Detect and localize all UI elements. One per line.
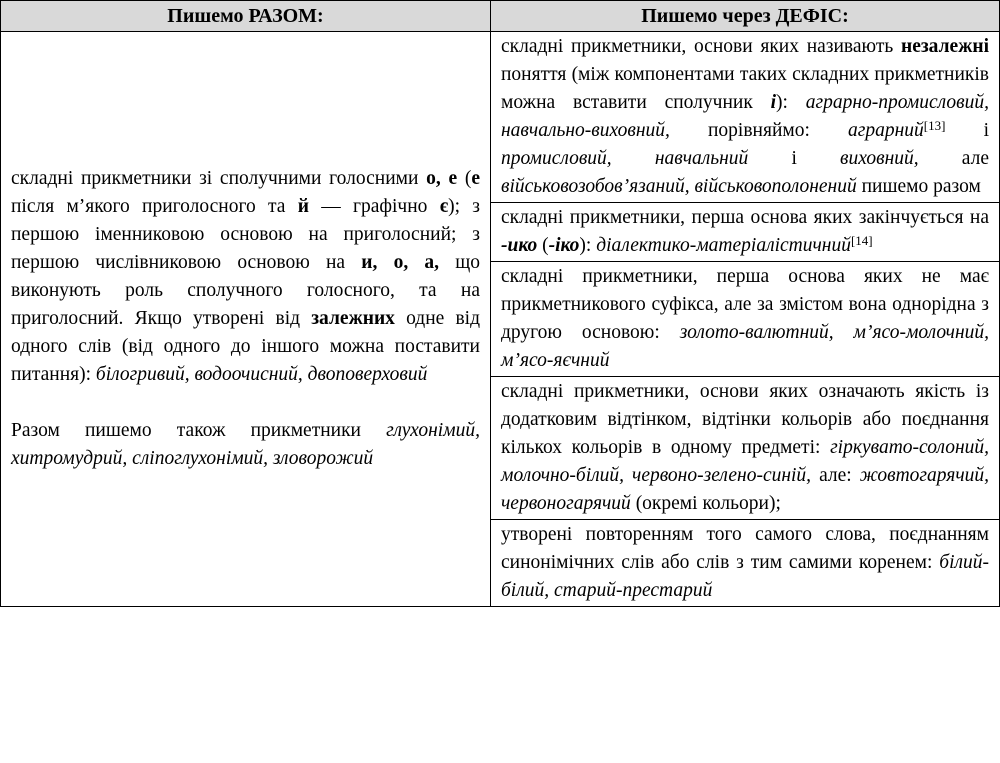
together-examples: білогривий, водоочисний, двоповерховий [95, 364, 428, 385]
rule-row-1 [1, 32, 1000, 203]
together-rule-compound: складні прикметники зі сполучними голосними о, е (е після м’якого приголосного та й — графічно є); з першою іменниковою основою на приголосний; з першою числівниковою основою на и, о, а, що виконують роль сполучного голосного, та на приголосний. Якщо утворені від залежних одне від одного слів (від одного до іншого можна поставити питання): білогривий, водоочисний, двоповерховий [11, 168, 481, 385]
footnote-ref-13: [13] [923, 118, 946, 133]
footnote-ref-14: [14] [850, 233, 873, 248]
hyphen-rule-independent: складні прикметники, основи яких називають незалежні поняття (між компонентами таких складних прикметників можна вставити сполучник і): аграрно-промисловий, навчально-виховний, порівняймо: аграрний[13] і промисловий, навчальний і виховний, але військовозобов’язаний, військовополонений пишемо разом [491, 32, 1000, 203]
header-row [1, 1, 1000, 32]
hyphen-rule-colors: складні прикметники, основи яких означають якість із додатковим відтінком, відтінки кольорів або поєднання кількох кольорів в одному предметі: гіркувато-солоний, молочно-білий, червоно-зелено-синій, але: жовтогарячий, червоногарячий (окремі кольори); [491, 377, 1000, 520]
hyphen-rule-iko: складні прикметники, перша основа яких закінчується на -ико (-іко): діалектико-матеріалістичний[14] [491, 203, 1000, 262]
hyphen-rule-no-suffix: складні прикметники, перша основа яких не має прикметникового суфікса, але за змістом вона однорідна з другою основою: золото-валютний, м’ясо-молочний, м’ясо-яєчний [491, 262, 1000, 377]
together-rules-cell [1, 32, 491, 607]
header-together: Пишемо РАЗОМ: [1, 1, 491, 32]
together-rule-also: Разом пишемо також прикметники глухонімий, хитромудрий, сліпоглухонімий, зловорожий [11, 420, 480, 469]
together-also-examples: глухонімий, хитромудрий, сліпоглухонімий, зловорожий [11, 420, 480, 469]
hyphen-rule-repetition: утворені повторенням того самого слова, поєднанням синонімічних слів або слів з тим самими коренем: білий-білий, старий-престарий [491, 520, 1000, 607]
header-hyphen: Пишемо через ДЕФІС: [491, 1, 1000, 32]
